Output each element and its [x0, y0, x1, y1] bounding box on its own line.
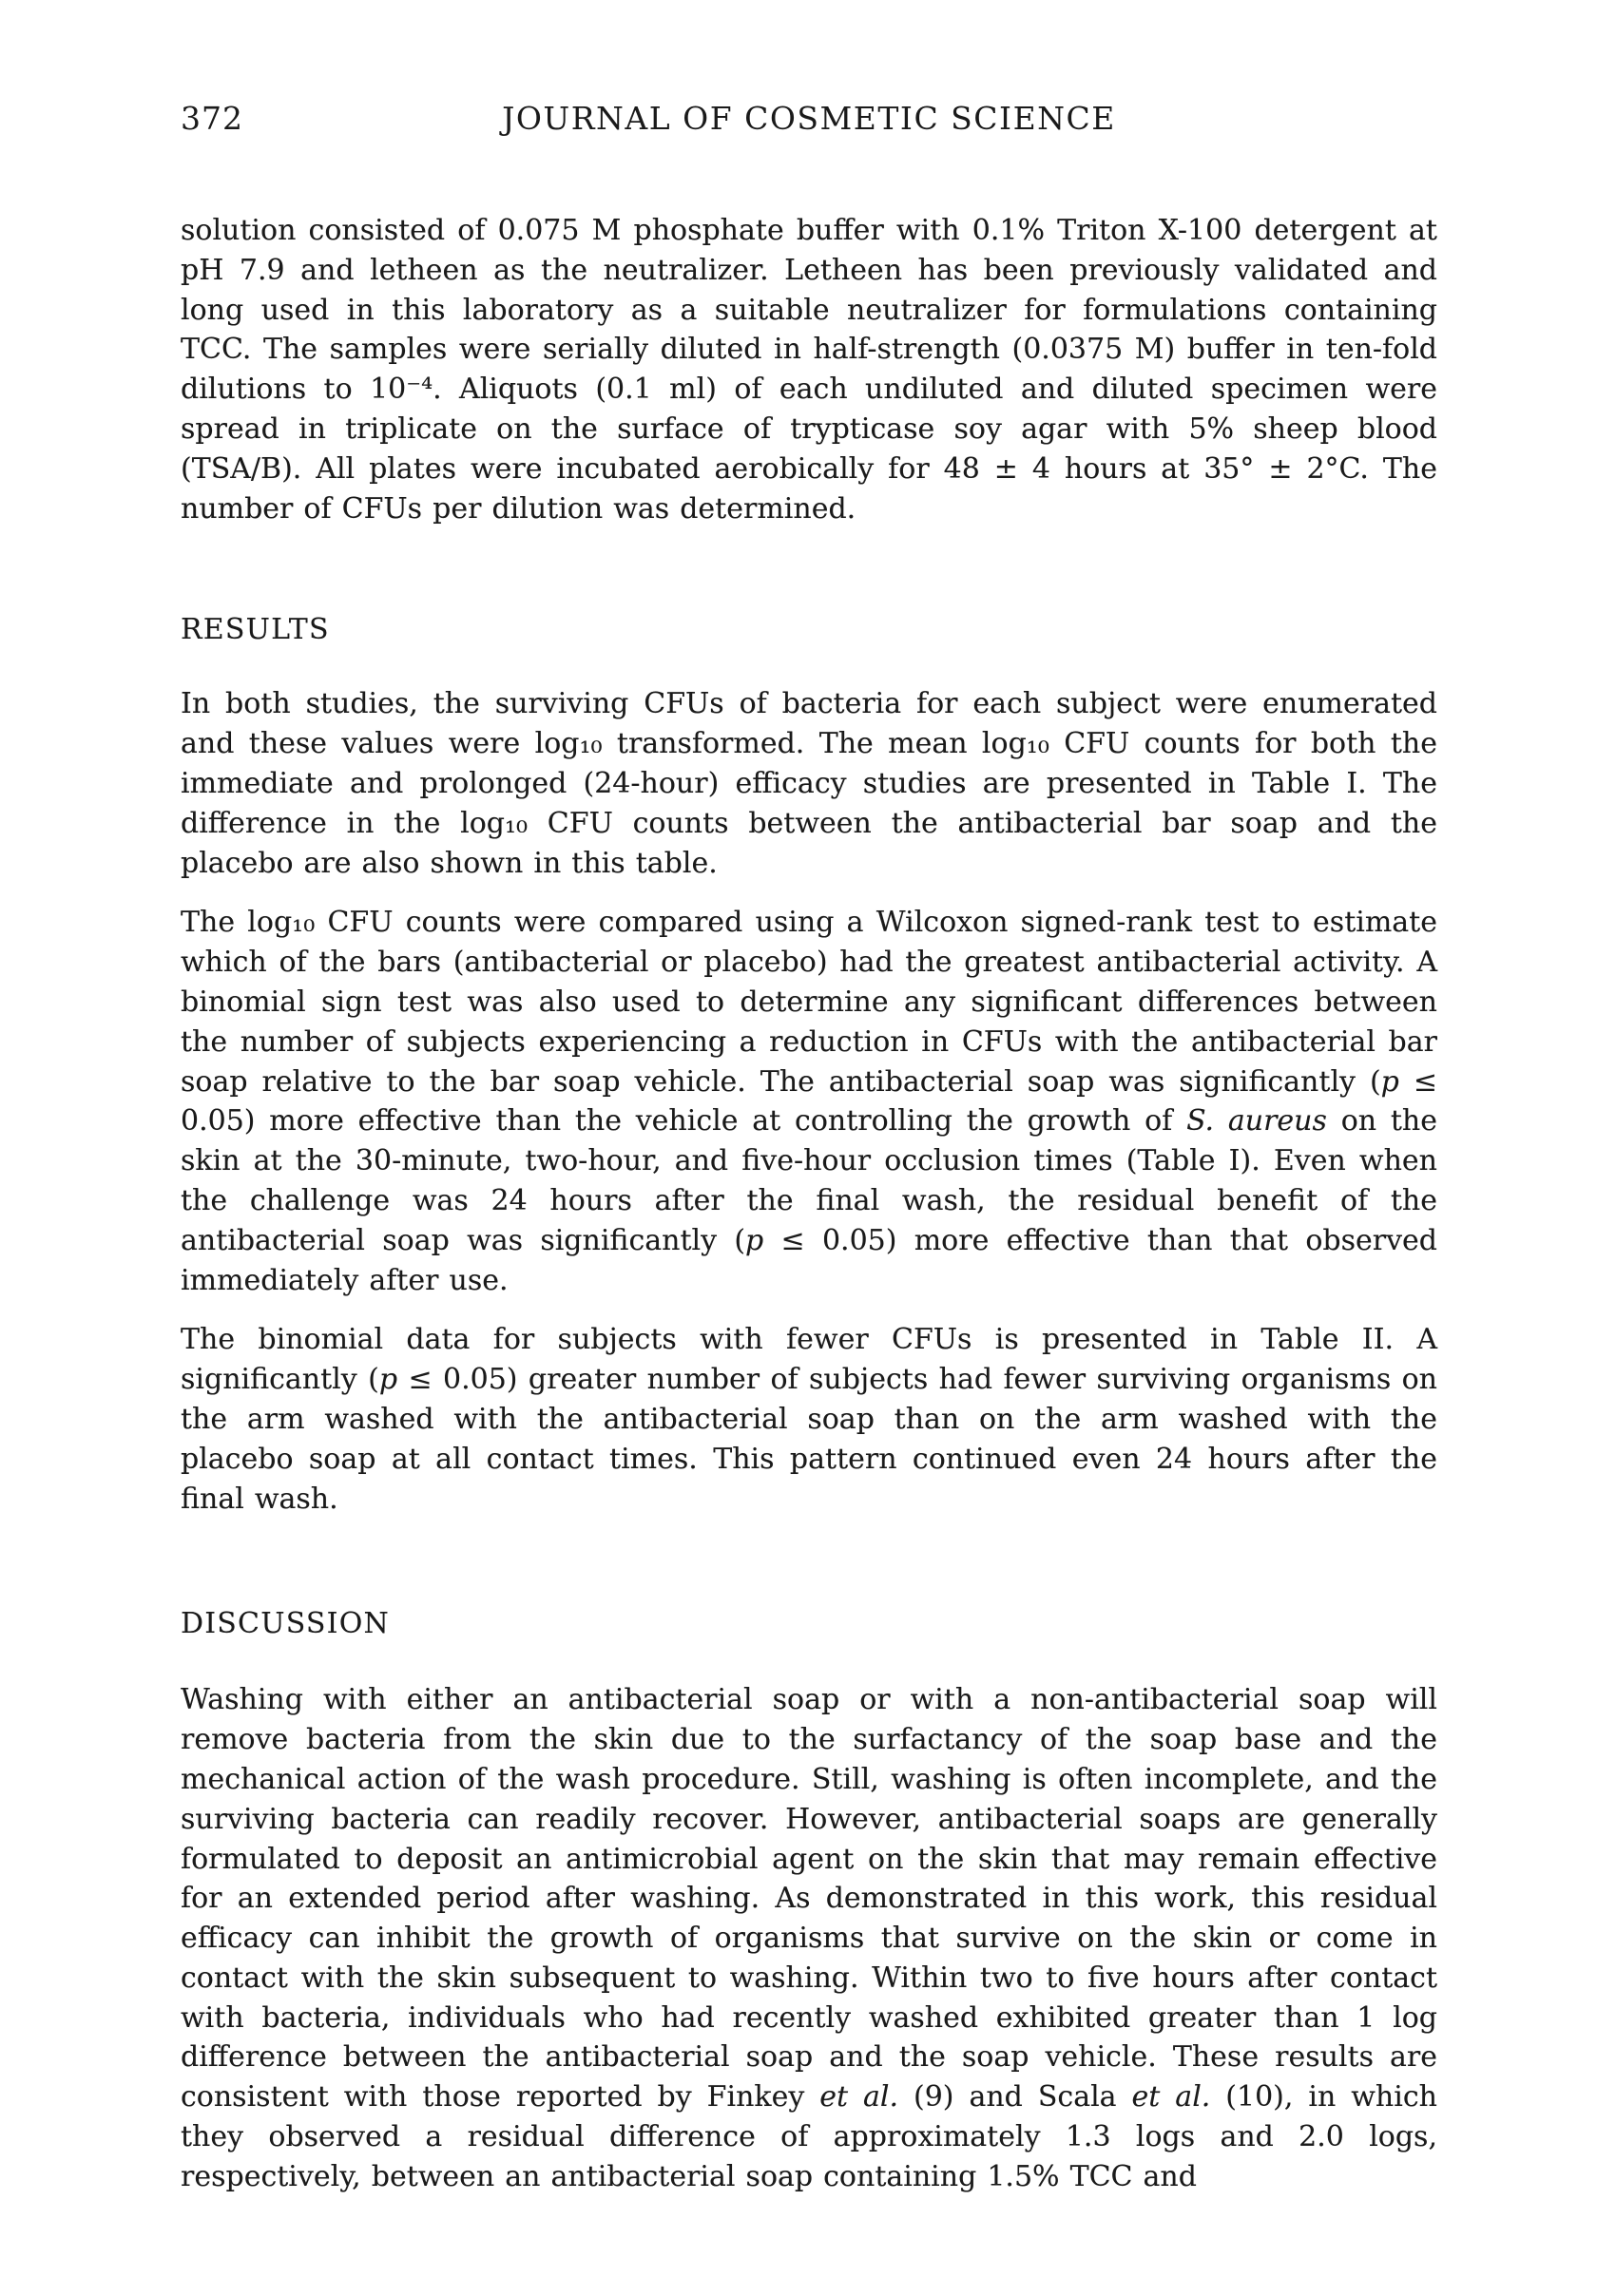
discussion-paragraph-1: Washing with either an antibacterial soap or with a non-antibacterial soap will remove bacteria from the skin due to the surfactancy of the soap base and the mechanical action of the wash procedure. Still, washing is often incomplete, and the surviving bacteria can readily recover. However, antibacterial soaps are generally formulated to deposit an antimicrobial agent on the skin that may remain effective for an extended period after washing. As demonstrated in this work, this residual efficacy can inhibit the growth of organisms that survive on the skin or come in contact with the skin subsequent to washing. Within two to five hours after contact with bacteria, individuals who had recently washed exhibited greater than 1 log difference between the antibacterial soap and the soap vehicle. These results are consistent with those reported by Finkey et al. (9) and Scala et al. (10), in which they observed a residual difference of approximately 1.3 logs and 2.0 logs, respectively, between an antibacterial soap containing 1.5% TCC and [181, 1683, 1437, 2193]
page-content [181, 0, 1437, 2197]
results-paragraph-3: The binomial data for subjects with fewer CFUs is presented in Table II. A significantly (p ≤ 0.05) greater number of subjects had fewer surviving organisms on the arm washed with the antibacterial soap than on the arm washed with the placebo soap at all contact times. This pattern continued even 24 hours after the final wash. [181, 1323, 1437, 1516]
results-paragraph-2: The log₁₀ CFU counts were compared using a Wilcoxon signed-rank test to estimate which of the bars (antibacterial or placebo) had the greatest antibacterial activity. A binomial sign test was also used to determine any significant differences between the number of subjects experiencing a reduction in CFUs with the antibacterial bar soap relative to the bar soap vehicle. The antibacterial soap was significantly (p ≤ 0.05) more effective than the vehicle at controlling the growth of S. aureus on the skin at the 30-minute, two-hour, and five-hour occlusion times (Table I). Even when the challenge was 24 hours after the final wash, the residual benefit of the antibacterial soap was significantly (p ≤ 0.05) more effective than that observed immediately after use. [181, 906, 1437, 1297]
intro-paragraph: solution consisted of 0.075 M phosphate buffer with 0.1% Triton X-100 detergent at pH 7.9 and letheen as the neutralizer. Letheen has been previously validated and long used in this laboratory as a suitable neutralizer for formulations containing TCC. The samples were serially diluted in half-strength (0.0375 M) buffer in ten-fold dilutions to 10⁻⁴. Aliquots (0.1 ml) of each undiluted and diluted specimen were spread in triplicate on the surface of trypticase soy agar with 5% sheep blood (TSA/B). All plates were incubated aerobically for 48 ± 4 hours at 35° ± 2°C. The number of CFUs per dilution was determined. [181, 214, 1437, 526]
journal-title: JOURNAL OF COSMETIC SCIENCE [502, 100, 1116, 137]
page-number: 372 [181, 100, 243, 137]
running-header [181, 97, 1437, 141]
results-paragraph-1: In both studies, the surviving CFUs of bacteria for each subject were enumerated and these values were log₁₀ transformed. The mean log₁₀ CFU counts for both the immediate and prolonged (24-hour) efficacy studies are presented in Table I. The difference in the log₁₀ CFU counts between the antibacterial bar soap and the placebo are also shown in this table. [181, 687, 1437, 880]
discussion-section-heading: DISCUSSION [181, 1607, 390, 1641]
results-section-heading: RESULTS [181, 613, 330, 647]
